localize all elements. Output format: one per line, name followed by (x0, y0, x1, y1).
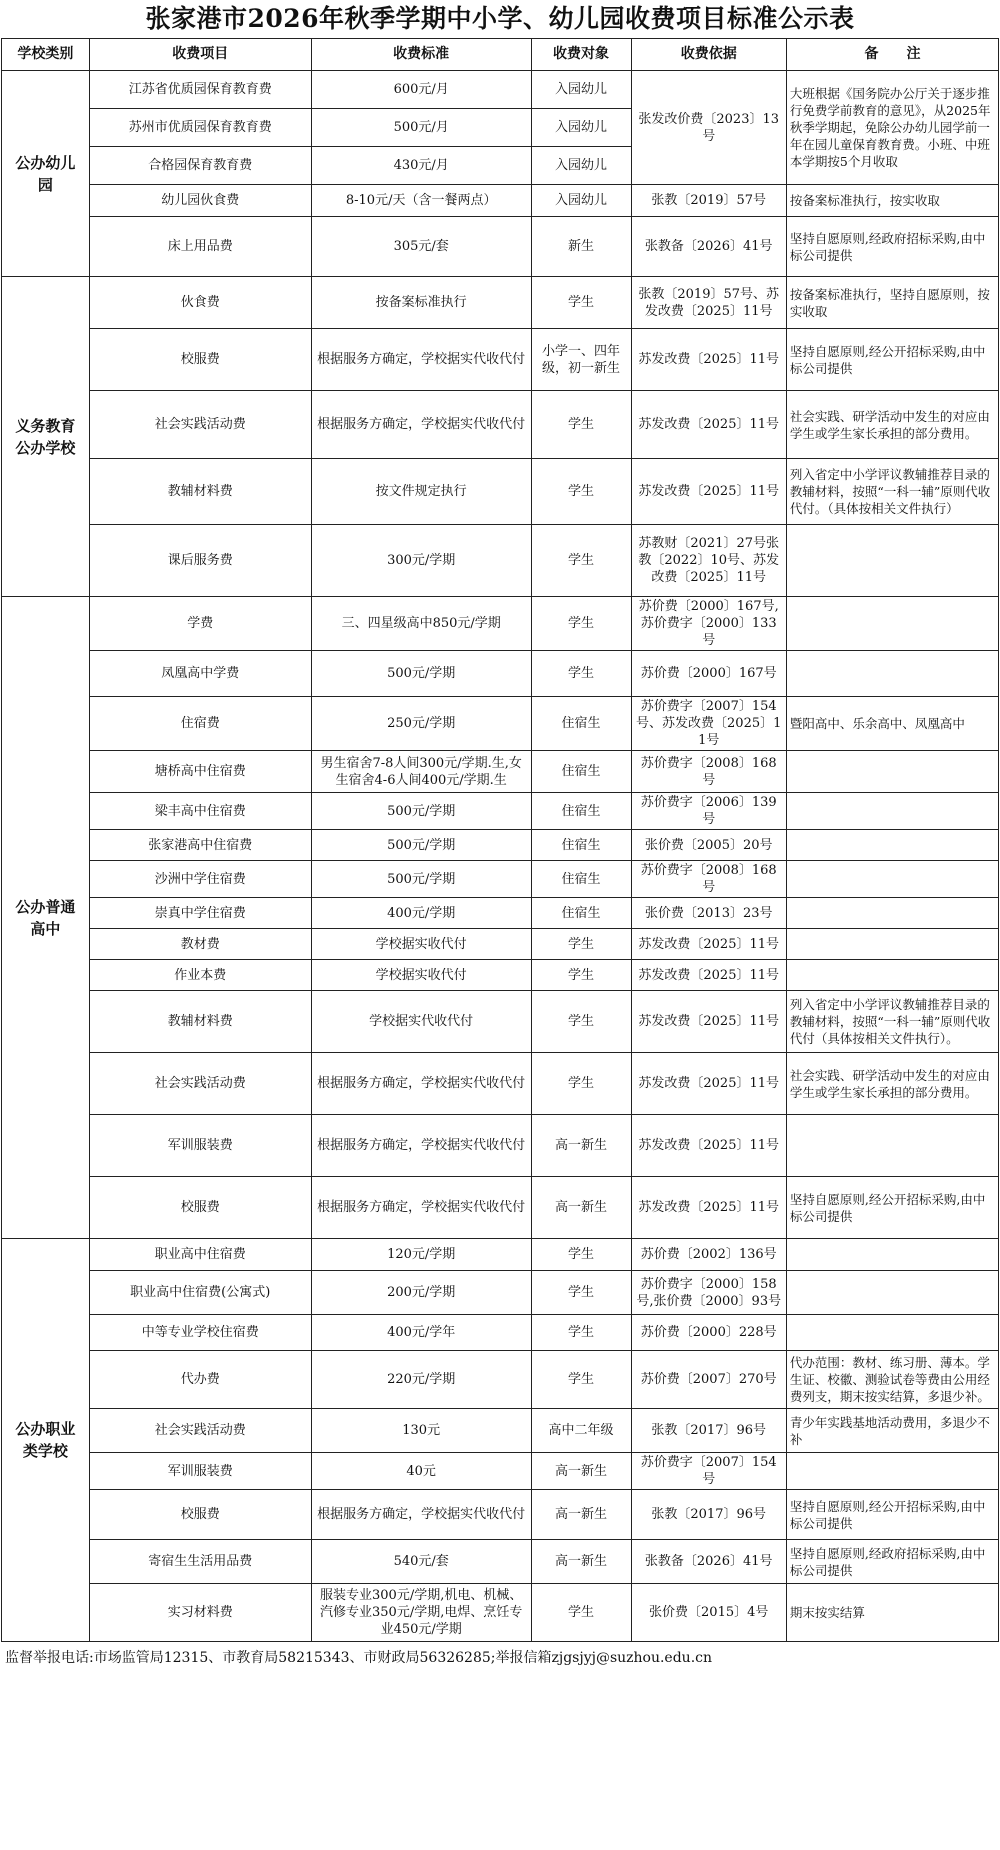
school-category-cell: 公办幼儿园 (2, 71, 90, 277)
remarks-cell: 按备案标准执行，坚持自愿原则，按实收取 (786, 277, 998, 329)
fee-standard-cell: 服装专业300元/学期,机电、机械、汽修专业350元/学期,电焊、烹饪专业450元/学期 (311, 1584, 531, 1642)
fee-standard-cell: 305元/套 (311, 217, 531, 277)
remarks-cell (786, 929, 998, 960)
fee-standard-cell: 40元 (311, 1453, 531, 1490)
fee-basis-cell: 苏价费字〔2006〕139号 (631, 793, 786, 830)
fee-target-cell: 入园幼儿 (531, 109, 631, 147)
school-category-cell: 义务教育公办学校 (2, 277, 90, 597)
fee-basis-cell: 张教〔2019〕57号、苏发改费〔2025〕11号 (631, 277, 786, 329)
remarks-cell (786, 751, 998, 793)
fee-standard-cell: 根据服务方确定，学校据实代收代付 (311, 1177, 531, 1239)
fee-item-cell: 塘桥高中住宿费 (89, 751, 311, 793)
fee-standard-cell: 根据服务方确定，学校据实代收代付 (311, 391, 531, 459)
fee-basis-cell: 张教〔2019〕57号 (631, 185, 786, 217)
fee-basis-cell: 苏价费〔2002〕136号 (631, 1239, 786, 1271)
fee-target-cell: 住宿生 (531, 697, 631, 751)
fee-item-cell: 职业高中住宿费(公寓式) (89, 1271, 311, 1315)
fee-standard-cell: 500元/月 (311, 109, 531, 147)
table-row (2, 1115, 999, 1177)
fee-basis-cell: 苏价费字〔2008〕168号 (631, 861, 786, 898)
fee-item-cell: 教材费 (89, 929, 311, 960)
fee-item-cell: 军训服装费 (89, 1115, 311, 1177)
table-row (2, 217, 999, 277)
fee-item-cell: 寄宿生生活用品费 (89, 1540, 311, 1584)
fee-target-cell: 学生 (531, 277, 631, 329)
remarks-cell: 期末按实结算 (786, 1584, 998, 1642)
fee-target-cell: 入园幼儿 (531, 147, 631, 185)
fee-basis-cell: 苏发改费〔2025〕11号 (631, 1177, 786, 1239)
fee-target-cell: 住宿生 (531, 793, 631, 830)
fee-basis-cell: 苏价费字〔2007〕154号、苏发改费〔2025〕11号 (631, 697, 786, 751)
remarks-cell: 大班根据《国务院办公厅关于逐步推行免费学前教育的意见》，从2025年秋季学期起，免除公办幼儿园学前一年在园儿童保育教育费。小班、中班本学期按5个月收取 (786, 71, 998, 185)
fee-standard-cell: 220元/学期 (311, 1351, 531, 1409)
fee-target-cell: 学生 (531, 597, 631, 651)
fee-basis-cell: 张价费〔2015〕4号 (631, 1584, 786, 1642)
table-row (2, 1053, 999, 1115)
fee-basis-cell: 张教〔2017〕96号 (631, 1490, 786, 1540)
table-row (2, 277, 999, 329)
table-row (2, 1490, 999, 1540)
table-row (2, 1315, 999, 1351)
table-row (2, 1177, 999, 1239)
table-row (2, 830, 999, 861)
fee-basis-cell: 苏价费字〔2008〕168号 (631, 751, 786, 793)
fee-standard-cell: 540元/套 (311, 1540, 531, 1584)
table-row (2, 898, 999, 929)
fee-item-cell: 校服费 (89, 1490, 311, 1540)
fee-target-cell: 学生 (531, 1315, 631, 1351)
fee-basis-cell: 苏发改费〔2025〕11号 (631, 1115, 786, 1177)
fee-basis-cell: 苏发改费〔2025〕11号 (631, 991, 786, 1053)
fee-target-cell: 入园幼儿 (531, 185, 631, 217)
fee-table (1, 38, 999, 1642)
fee-target-cell: 小学一、四年级，初一新生 (531, 329, 631, 391)
fee-item-cell: 床上用品费 (89, 217, 311, 277)
fee-target-cell: 高中二年级 (531, 1409, 631, 1453)
fee-target-cell: 学生 (531, 525, 631, 597)
remarks-cell: 坚持自愿原则,经政府招标采购,由中标公司提供 (786, 1540, 998, 1584)
fee-item-cell: 沙洲中学住宿费 (89, 861, 311, 898)
fee-target-cell: 住宿生 (531, 751, 631, 793)
fee-basis-cell: 苏发改费〔2025〕11号 (631, 960, 786, 991)
fee-target-cell: 学生 (531, 459, 631, 525)
fee-basis-cell: 苏教财〔2021〕27号张教〔2022〕10号、苏发改费〔2025〕11号 (631, 525, 786, 597)
fee-standard-cell: 250元/学期 (311, 697, 531, 751)
fee-target-cell: 住宿生 (531, 830, 631, 861)
fee-standard-cell: 根据服务方确定，学校据实代收代付 (311, 1490, 531, 1540)
fee-standard-cell: 学校据实收代付 (311, 929, 531, 960)
fee-basis-cell: 张价费〔2005〕20号 (631, 830, 786, 861)
table-row (2, 1453, 999, 1490)
fee-target-cell: 新生 (531, 217, 631, 277)
fee-standard-cell: 430元/月 (311, 147, 531, 185)
fee-target-cell: 学生 (531, 651, 631, 697)
table-row (2, 751, 999, 793)
remarks-cell (786, 830, 998, 861)
fee-item-cell: 崇真中学住宿费 (89, 898, 311, 929)
header-fee-standard: 收费标准 (311, 39, 531, 71)
page-title: 张家港市2026年秋季学期中小学、幼儿园收费项目标准公示表 (145, 4, 855, 33)
fee-item-cell: 幼儿园伙食费 (89, 185, 311, 217)
remarks-cell: 坚持自愿原则,经政府招标采购,由中标公司提供 (786, 217, 998, 277)
remarks-cell (786, 1239, 998, 1271)
table-row (2, 1271, 999, 1315)
remarks-cell (786, 793, 998, 830)
table-row (2, 1409, 999, 1453)
fee-item-cell: 梁丰高中住宿费 (89, 793, 311, 830)
fee-table-body (2, 71, 999, 1642)
fee-standard-cell: 男生宿舍7-8人间300元/学期.生,女生宿舍4-6人间400元/学期.生 (311, 751, 531, 793)
table-header-row (2, 39, 999, 71)
table-row (2, 459, 999, 525)
header-remarks: 备 注 (786, 39, 998, 71)
fee-item-cell: 课后服务费 (89, 525, 311, 597)
fee-standard-cell: 400元/学年 (311, 1315, 531, 1351)
table-row (2, 391, 999, 459)
fee-basis-cell: 张教备〔2026〕41号 (631, 217, 786, 277)
remarks-cell (786, 898, 998, 929)
fee-basis-cell: 张教〔2017〕96号 (631, 1409, 786, 1453)
fee-basis-cell: 苏价费字〔2000〕158号,张价费〔2000〕93号 (631, 1271, 786, 1315)
remarks-cell: 青少年实践基地活动费用，多退少不补 (786, 1409, 998, 1453)
remarks-cell: 社会实践、研学活动中发生的对应由学生或学生家长承担的部分费用。 (786, 1053, 998, 1115)
fee-standard-cell: 学校据实收代付 (311, 960, 531, 991)
fee-standard-cell: 根据服务方确定，学校据实代收代付 (311, 329, 531, 391)
remarks-cell: 坚持自愿原则,经公开招标采购,由中标公司提供 (786, 1177, 998, 1239)
fee-target-cell: 高一新生 (531, 1453, 631, 1490)
table-row (2, 185, 999, 217)
remarks-cell: 列入省定中小学评议教辅推荐目录的教辅材料，按照“一科一辅”原则代收代付（具体按相关文件执行）。 (786, 991, 998, 1053)
fee-item-cell: 作业本费 (89, 960, 311, 991)
fee-item-cell: 伙食费 (89, 277, 311, 329)
fee-item-cell: 社会实践活动费 (89, 1053, 311, 1115)
fee-item-cell: 社会实践活动费 (89, 1409, 311, 1453)
fee-target-cell: 学生 (531, 960, 631, 991)
remarks-cell: 暨阳高中、乐余高中、凤凰高中 (786, 697, 998, 751)
fee-target-cell: 学生 (531, 991, 631, 1053)
table-row (2, 991, 999, 1053)
fee-item-cell: 凤凰高中学费 (89, 651, 311, 697)
table-row (2, 1584, 999, 1642)
remarks-cell (786, 960, 998, 991)
fee-standard-cell: 根据服务方确定，学校据实代收代付 (311, 1053, 531, 1115)
fee-target-cell: 学生 (531, 1351, 631, 1409)
fee-basis-cell: 苏价费〔2007〕270号 (631, 1351, 786, 1409)
header-fee-basis: 收费依据 (631, 39, 786, 71)
fee-item-cell: 军训服装费 (89, 1453, 311, 1490)
fee-item-cell: 江苏省优质园保育教育费 (89, 71, 311, 109)
fee-basis-cell: 张价费〔2013〕23号 (631, 898, 786, 929)
fee-standard-cell: 500元/学期 (311, 793, 531, 830)
fee-item-cell: 校服费 (89, 329, 311, 391)
report-contact-footer: 监督举报电话:市场监管局12315、市教育局58215343、市财政局56326285;举报信箱zjgsjyj@suzhou.edu.cn (5, 1650, 712, 1666)
fee-basis-cell: 苏发改费〔2025〕11号 (631, 1053, 786, 1115)
fee-target-cell: 高一新生 (531, 1115, 631, 1177)
table-row (2, 793, 999, 830)
fee-standard-cell: 200元/学期 (311, 1271, 531, 1315)
fee-standard-cell: 按文件规定执行 (311, 459, 531, 525)
fee-basis-cell: 苏价费字〔2007〕154号 (631, 1453, 786, 1490)
fee-item-cell: 实习材料费 (89, 1584, 311, 1642)
table-row (2, 697, 999, 751)
table-row (2, 1351, 999, 1409)
fee-basis-cell: 苏价费〔2000〕167号,苏价费字〔2000〕133号 (631, 597, 786, 651)
fee-standard-cell: 8-10元/天（含一餐两点） (311, 185, 531, 217)
remarks-cell: 社会实践、研学活动中发生的对应由学生或学生家长承担的部分费用。 (786, 391, 998, 459)
fee-target-cell: 学生 (531, 1239, 631, 1271)
fee-target-cell: 高一新生 (531, 1540, 631, 1584)
school-category-cell: 公办职业类学校 (2, 1239, 90, 1642)
table-row (2, 525, 999, 597)
fee-item-cell: 校服费 (89, 1177, 311, 1239)
fee-standard-cell: 300元/学期 (311, 525, 531, 597)
fee-basis-cell: 苏发改费〔2025〕11号 (631, 929, 786, 960)
fee-item-cell: 张家港高中住宿费 (89, 830, 311, 861)
fee-target-cell: 学生 (531, 1271, 631, 1315)
fee-basis-cell: 苏发改费〔2025〕11号 (631, 391, 786, 459)
header-school-type: 学校类别 (2, 39, 90, 71)
fee-standard-cell: 120元/学期 (311, 1239, 531, 1271)
header-fee-target: 收费对象 (531, 39, 631, 71)
fee-target-cell: 住宿生 (531, 898, 631, 929)
fee-item-cell: 职业高中住宿费 (89, 1239, 311, 1271)
remarks-cell (786, 525, 998, 597)
fee-standard-cell: 400元/学期 (311, 898, 531, 929)
remarks-cell: 列入省定中小学评议教辅推荐目录的教辅材料，按照“一科一辅”原则代收代付。（具体按相关文件执行） (786, 459, 998, 525)
fee-item-cell: 教辅材料费 (89, 991, 311, 1053)
fee-target-cell: 入园幼儿 (531, 71, 631, 109)
fee-standard-cell: 130元 (311, 1409, 531, 1453)
fee-item-cell: 社会实践活动费 (89, 391, 311, 459)
fee-basis-cell: 苏价费〔2000〕228号 (631, 1315, 786, 1351)
fee-target-cell: 高一新生 (531, 1490, 631, 1540)
remarks-cell (786, 1315, 998, 1351)
fee-target-cell: 学生 (531, 929, 631, 960)
table-row (2, 71, 999, 109)
fee-item-cell: 代办费 (89, 1351, 311, 1409)
fee-standard-cell: 500元/学期 (311, 651, 531, 697)
table-row (2, 960, 999, 991)
table-row (2, 1239, 999, 1271)
fee-standard-cell: 学校据实代收代付 (311, 991, 531, 1053)
table-row (2, 597, 999, 651)
remarks-cell: 坚持自愿原则,经公开招标采购,由中标公司提供 (786, 1490, 998, 1540)
fee-target-cell: 学生 (531, 1053, 631, 1115)
fee-target-cell: 高一新生 (531, 1177, 631, 1239)
fee-item-cell: 中等专业学校住宿费 (89, 1315, 311, 1351)
fee-standard-cell: 600元/月 (311, 71, 531, 109)
fee-item-cell: 学费 (89, 597, 311, 651)
table-row (2, 1540, 999, 1584)
remarks-cell (786, 1453, 998, 1490)
fee-target-cell: 学生 (531, 1584, 631, 1642)
fee-item-cell: 住宿费 (89, 697, 311, 751)
remarks-cell (786, 597, 998, 651)
fee-standard-cell: 按备案标准执行 (311, 277, 531, 329)
table-row (2, 651, 999, 697)
fee-standard-cell: 500元/学期 (311, 830, 531, 861)
fee-item-cell: 苏州市优质园保育教育费 (89, 109, 311, 147)
fee-basis-cell: 苏发改费〔2025〕11号 (631, 459, 786, 525)
fee-item-cell: 教辅材料费 (89, 459, 311, 525)
fee-standard-cell: 根据服务方确定，学校据实代收代付 (311, 1115, 531, 1177)
fee-basis-cell: 张教备〔2026〕41号 (631, 1540, 786, 1584)
remarks-cell: 坚持自愿原则,经公开招标采购,由中标公司提供 (786, 329, 998, 391)
fee-target-cell: 住宿生 (531, 861, 631, 898)
table-row (2, 329, 999, 391)
remarks-cell (786, 1271, 998, 1315)
table-row (2, 861, 999, 898)
fee-item-cell: 合格园保育教育费 (89, 147, 311, 185)
header-fee-item: 收费项目 (89, 39, 311, 71)
remarks-cell (786, 861, 998, 898)
fee-standard-cell: 三、四星级高中850元/学期 (311, 597, 531, 651)
remarks-cell: 按备案标准执行，按实收取 (786, 185, 998, 217)
school-category-cell: 公办普通高中 (2, 597, 90, 1239)
table-row (2, 929, 999, 960)
fee-standard-cell: 500元/学期 (311, 861, 531, 898)
fee-basis-cell: 苏发改费〔2025〕11号 (631, 329, 786, 391)
remarks-cell (786, 1115, 998, 1177)
remarks-cell (786, 651, 998, 697)
remarks-cell: 代办范围：教材、练习册、薄本。学生证、校徽、测验试卷等费由公用经费列支，期末按实结算，多退少补。 (786, 1351, 998, 1409)
fee-basis-cell: 苏价费〔2000〕167号 (631, 651, 786, 697)
fee-basis-cell: 张发改价费〔2023〕13号 (631, 71, 786, 185)
fee-target-cell: 学生 (531, 391, 631, 459)
